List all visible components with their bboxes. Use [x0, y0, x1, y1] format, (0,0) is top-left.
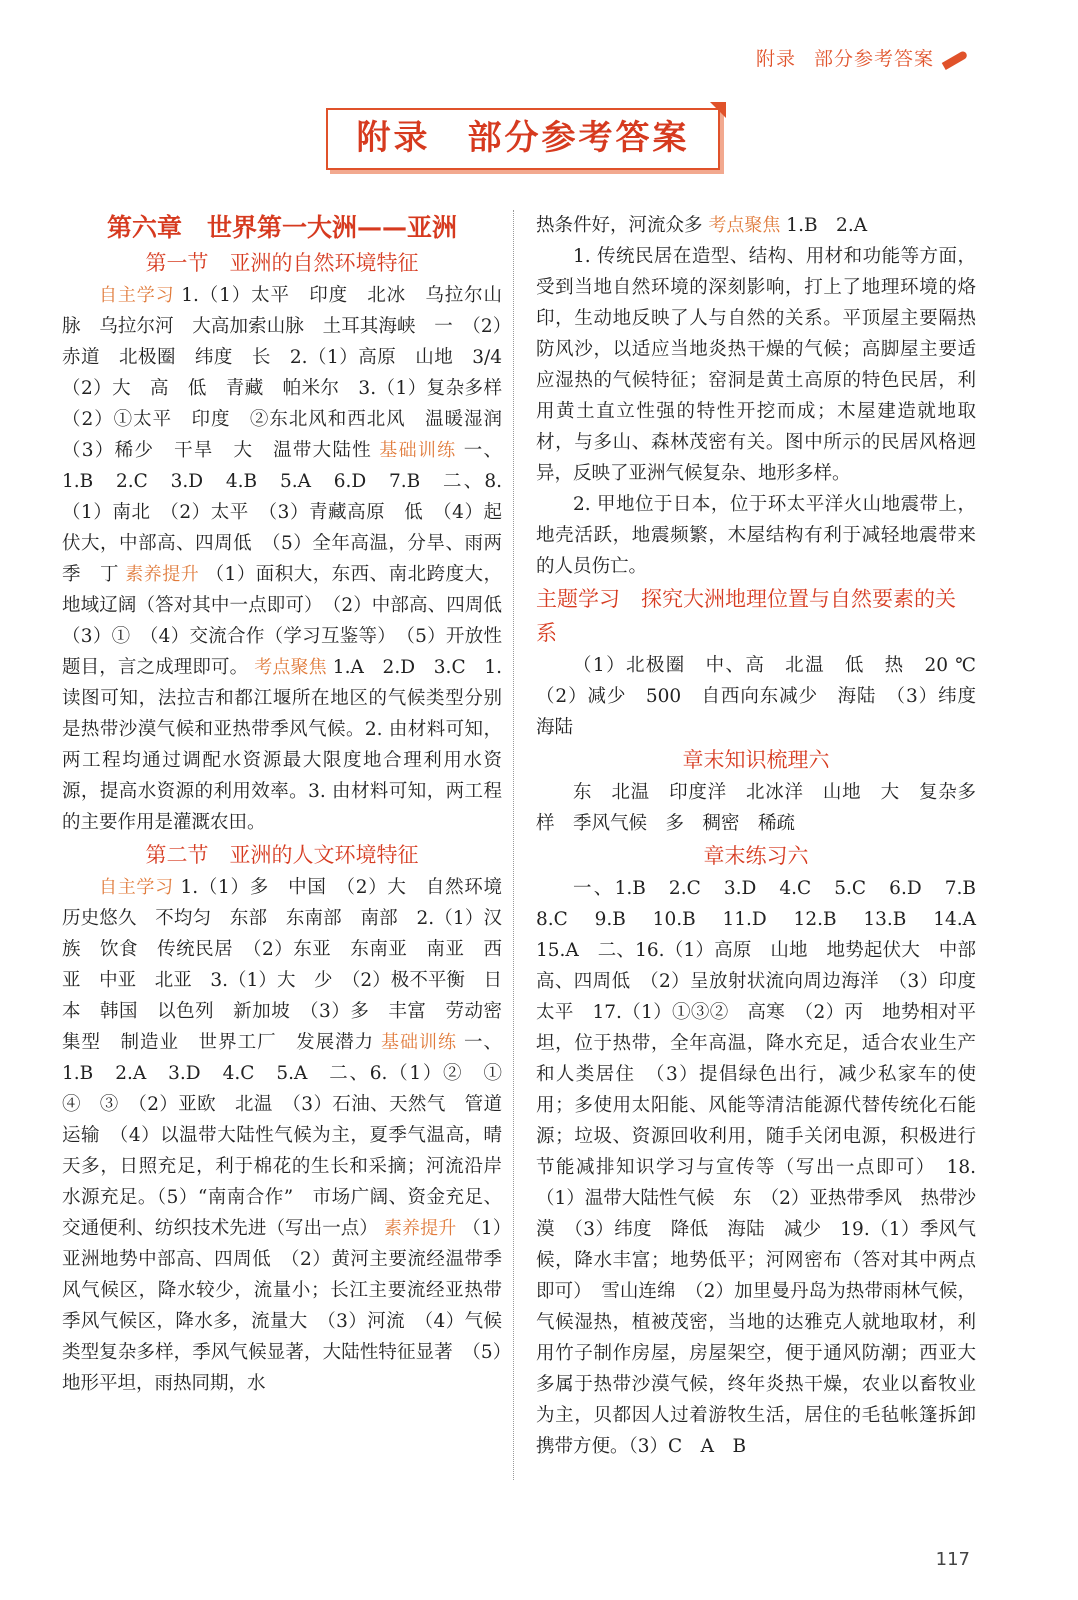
running-head — [738, 44, 968, 71]
summary-title: 章末知识梳理六 — [682, 748, 830, 772]
continuation-text: 热条件好，河流众多 — [536, 215, 703, 236]
column-divider — [513, 210, 514, 1480]
summary-answers: 东 北温 印度洋 北冰洋 山地 大 复杂多样 季风气候 多 稠密 稀疏 — [536, 782, 976, 834]
chapter-title: 第六章 世界第一大洲——亚洲 — [106, 213, 457, 242]
right-continuation — [536, 210, 976, 241]
s2-answers-1: 1.（1）多 中国 （2）大 自然环境 历史悠久 不均匀 东部 东南部 南部 2.（1）汉族 饮食 传统民居 （2）东亚 东南亚 南亚 西亚 中亚 北亚 3.（1）大 少 （2）极不平衡 日本 韩国 以色列 新加坡 （3）多 丰富 劳动密集型 制造业 世界工厂 发展潜力 — [62, 877, 521, 1053]
page-number: 117 — [935, 1549, 970, 1570]
tag-basic-training-2: 基础训练 — [381, 1032, 458, 1053]
explanation-1: 1. 传统民居在造型、结构、用材和功能等方面，受到当地自然环境的深刻影响，打上了地理环境的烙印，生动地反映了人与自然的关系。平顶屋主要隔热防风沙，以适应当地炎热干燥的气候；高脚屋主要适应湿热的气候特征；窑洞是黄土高原的特色民居，利用黄土直立性强的特性开挖而成；木屋建造就地取材，与多山、森林茂密有关。图中所示的民居风格迥异，反映了亚洲气候复杂、地形多样。 — [536, 246, 976, 484]
tag-self-study-2: 自主学习 — [99, 877, 174, 898]
s2-answers-2: 一、1.B 2.A 3.D 4.C 5.A 二、6.（1）② ① ④ ③ （2）亚欧 北温 （3）石油、天然气 管道运输 （4）以温带大陆性气候为主，夏季气温高，晴天多，日照充足，利于棉花的生长和采摘；河流沿岸水源充足。（5）“南南合作” 市场广阔、资金充足、交通便利、纺织技术先进（写出一点） — [62, 1032, 521, 1239]
s1-answers-3: （1）面积大，东西、南北跨度大，地域辽阔（答对其中一点即可） （2）中部高、四周低 （3）① （4）交流合作（学习互鉴等） （5）开放性题目，言之成理即可。 — [62, 564, 521, 678]
s1-paragraph — [62, 280, 521, 838]
tag-exam-focus: 考点聚焦 — [254, 657, 327, 678]
tag-self-study: 自主学习 — [99, 285, 175, 306]
pencil-icon — [942, 50, 969, 70]
topic-tag: 主题学习 — [536, 587, 620, 611]
section-1-title: 第一节 亚洲的自然环境特征 — [145, 251, 419, 275]
topic-answers: （1）北极圈 中、高 北温 低 热 20 ℃ （2）减少 500 自西向东减少 海陆 （3）纬度 海陆 — [536, 655, 995, 738]
tag-basic-training: 基础训练 — [379, 440, 457, 461]
s1-answers-1: 1.（1）太平 印度 北冰 乌拉尔山脉 乌拉尔河 大高加索山脉 土耳其海峡 一 （2）赤道 北极圈 纬度 长 2.（1）高原 山地 3/4 （2）大 高 低 青藏 帕米尔 3.（1）复杂多样 （2）①太平 印度 ②东北风和西北风 温暖湿润 （3）稀少 干旱 大 温带大陆性 — [62, 285, 521, 461]
s2-paragraph — [62, 872, 521, 1399]
section-2-title: 第二节 亚洲的人文环境特征 — [145, 843, 419, 867]
s2-answers-3: （1）亚洲地势中部高、四周低 （2）黄河主要流经温带季风气候区，降水较少，流量小；长江主要流经亚热带季风气候区，降水多，流量大 （3）河流 （4）气候类型复杂多样，季风气候显著，大陆性特征显著 （5）地形平坦，雨热同期，水 — [62, 1218, 502, 1394]
banner-title: 附录 部分参考答案 — [356, 118, 690, 158]
running-head-title: 部分参考答案 — [813, 48, 934, 70]
topic-title: 探究大洲地理位置与自然要素的关系 — [536, 587, 956, 645]
right-column — [536, 210, 995, 1462]
banner-corner-decoration — [710, 102, 726, 118]
appendix-banner — [326, 108, 720, 170]
tag-literacy: 素养提升 — [125, 564, 200, 585]
explanation-2: 2. 甲地位于日本，位于环太平洋火山地震带上，地壳活跃，地震频繁，木屋结构有利于减轻地震带来的人员伤亡。 — [536, 494, 976, 577]
exam-focus-answers: 1.B 2.A — [786, 215, 868, 236]
exercise-title: 章末练习六 — [703, 844, 809, 868]
s1-answers-4: 1.A 2.D 3.C 1. 读图可知，法拉吉和都江堰所在地区的气候类型分别是热带沙漠气候和亚热带季风气候。2. 由材料可知，两工程均通过调配水资源最大限度地合理利用水资源，提高水资源的利用效率。3. 由材料可知，两工程的主要作用是灌溉农田。 — [62, 657, 502, 833]
exercise-answers: 一、1.B 2.C 3.D 4.C 5.C 6.D 7.B 8.C 9.B 10.B 11.D 12.B 13.B 14.A 15.A 二、16.（1）高原 山地 地势起伏大 中部高、四周低 （2）呈放射状流向周边海洋 （3）印度 太平 17.（1）①③② 高寒 （2）丙 地势相对平坦，位于热带，全年高温，降水充足，适合农业生产和人类居住 （3）提倡绿色出行，减少私家车的使用；多使用太阳能、风能等清洁能源代替传统化石能源；垃圾、资源回收利用，随手关闭电源，积极进行节能减排知识学习与宣传等（写出一点即可） 18.（1）温带大陆性气候 东 （2）亚热带季风 热带沙漠 （3）纬度 降低 海陆 减少 19.（1）季风气候，降水丰富；地势低平；河网密布（答对其中两点即可） 雪山连绵 （2）加里曼丹岛为热带雨林气候，气候湿热，植被茂密，当地的达雅克人就地取材，利用竹子制作房屋，房屋架空，便于通风防潮；西亚大多属于热带沙漠气候，终年炎热干燥，农业以畜牧业为主，贝都因人过着游牧生活，居住的毛毡帐篷拆卸携带方便。（3）C A B — [536, 878, 995, 1457]
running-head-part: 附录 — [755, 48, 796, 70]
topic-heading — [536, 582, 976, 650]
tag-literacy-2: 素养提升 — [383, 1218, 457, 1239]
s1-answers-2: 一、1.B 2.C 3.D 4.B 5.A 6.D 7.B 二、8.（1）南北 （2）太平 （3）青藏高原 低 （4）起伏大，中部高、四周低 （5）全年高温，分旱、雨两季 丁 — [62, 440, 502, 585]
tag-exam-focus-2: 考点聚焦 — [708, 215, 781, 236]
left-column — [62, 210, 521, 1399]
